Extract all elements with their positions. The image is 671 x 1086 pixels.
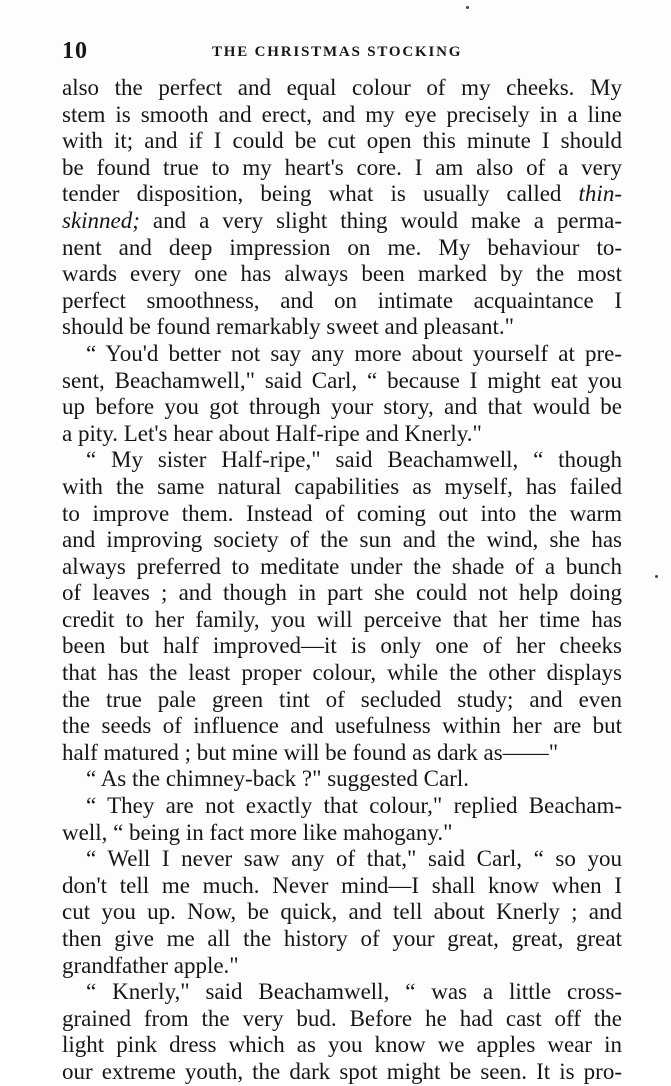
text-line: grained from the very bud. Before he had cast off the (62, 1005, 622, 1031)
text-line: credit to her family, you will perceive that her time has (62, 606, 622, 632)
text-line: light pink dress which as you know we apples wear in (62, 1032, 622, 1058)
text-line (62, 181, 622, 208)
text-line: with the same natural capabilities as myself, has failed (62, 473, 622, 499)
text-line: to improve them. Instead of coming out into the warm (62, 500, 622, 526)
body-text (62, 75, 622, 1086)
text-line: been but half improved—it is only one of her cheeks (62, 633, 622, 659)
text-line: perfect smoothness, and on intimate acquaintance I (62, 287, 622, 313)
text-run: and a very slight thing would make a perma- (139, 207, 622, 233)
text-line: a pity. Let's hear about Half-ripe and Knerly." (62, 420, 482, 446)
italic-text-run: skinned; (62, 207, 140, 233)
page-number: 10 (62, 38, 88, 64)
paper-speck (655, 575, 658, 578)
text-line: the seeds of influence and usefulness within her are but (62, 713, 622, 739)
text-line: “ My sister Half-ripe," said Beachamwell, “ though (86, 447, 622, 473)
text-line: also the perfect and equal colour of my cheeks. My (62, 75, 622, 100)
text-line: our extreme youth, the dark spot might be seen. It is pro- (62, 1058, 622, 1084)
text-line: grandfather apple." (62, 952, 239, 978)
text-line: nent and deep impression on me. My behaviour to- (62, 234, 622, 260)
text-line: “ They are not exactly that colour," replied Beacham- (86, 793, 622, 819)
running-head (62, 38, 622, 64)
text-line: cut you up. Now, be quick, and tell about Knerly ; and (62, 899, 622, 925)
text-line: up before you got through your story, and that would be (62, 394, 622, 420)
text-line: always preferred to meditate under the shade of a bunch (62, 553, 622, 579)
text-line: should be found remarkably sweet and pleasant." (62, 314, 515, 340)
text-line: the true pale green tint of secluded study; and even (62, 686, 622, 712)
text-line: “ Well I never saw any of that," said Carl, “ so you (86, 846, 622, 872)
text-line: stem is smooth and erect, and my eye precisely in a line (62, 101, 622, 127)
text-line: half matured ; but mine will be found as dark as——" (62, 739, 559, 765)
text-line: and improving society of the sun and the wind, she has (62, 527, 622, 553)
text-line (62, 208, 622, 235)
text-line: sent, Beachamwell," said Carl, “ because I might eat you (62, 367, 622, 393)
text-line: “ Knerly," said Beachamwell, “ was a little cross- (86, 979, 622, 1005)
text-line: be found true to my heart's core. I am also of a very (62, 154, 622, 180)
text-line: don't tell me much. Never mind—I shall know when I (62, 872, 622, 898)
text-line: of leaves ; and though in part she could not help doing (62, 580, 622, 606)
text-line: “ You'd better not say any more about yourself at pre- (86, 340, 622, 366)
text-line: wards every one has always been marked by the most (62, 261, 622, 287)
italic-text-run: thin- (578, 181, 622, 207)
text-line: then give me all the history of your great, great, great (62, 926, 622, 951)
paper-speck (466, 6, 469, 9)
text-line: “ As the chimney-back ?" suggested Carl. (86, 766, 470, 792)
text-run: tender disposition, being what is usually called (62, 181, 579, 207)
text-line: well, “ being in fact more like mahogany." (62, 819, 453, 845)
text-line: with it; and if I could be cut open this minute I should (62, 128, 622, 154)
running-title: THE CHRISTMAS STOCKING (212, 44, 463, 60)
text-line: that has the least proper colour, while the other displays (62, 660, 622, 686)
